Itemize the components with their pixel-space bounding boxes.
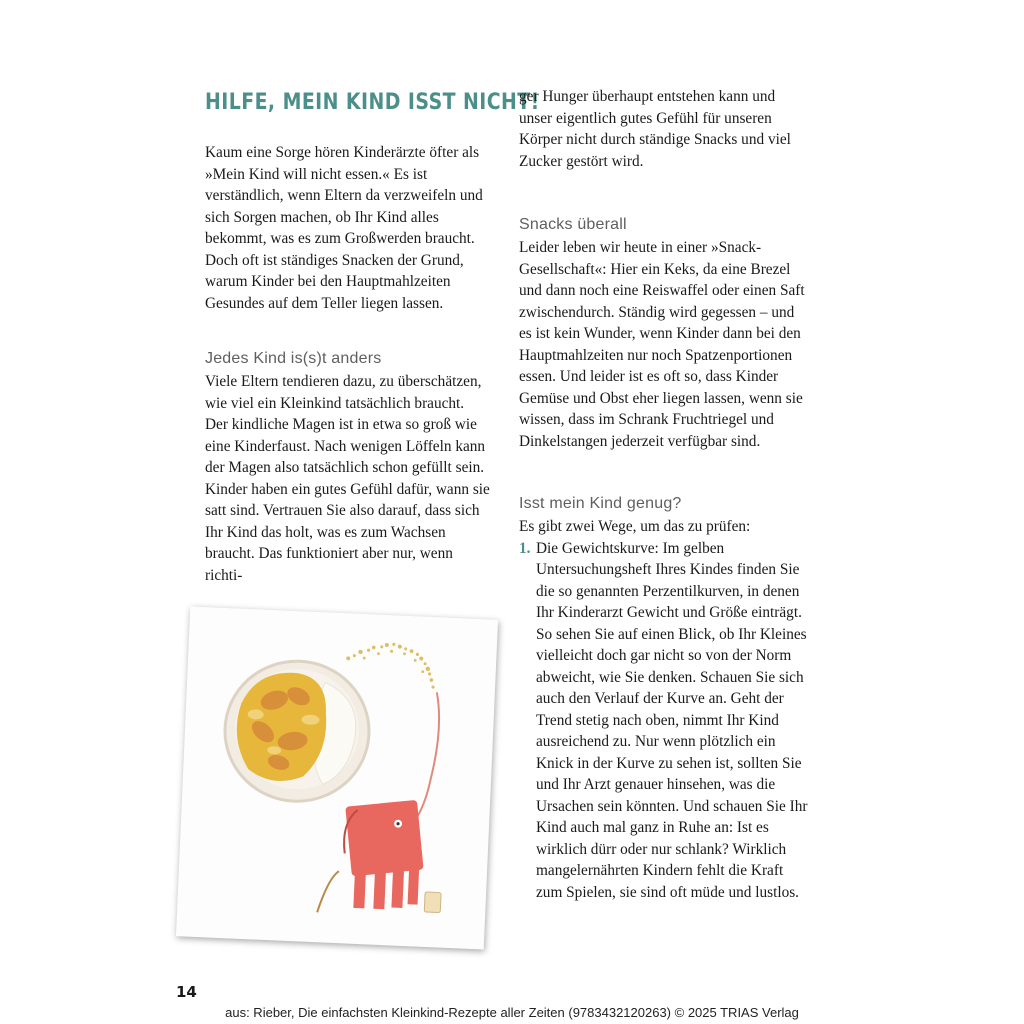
footer-citation: aus: Rieber, Die einfachsten Kleinkind-Rezepte aller Zeiten (9783432120263) © 2025 TRIAS Verlag	[225, 1005, 799, 1020]
section-intro-genug: Es gibt zwei Wege, um das zu prüfen:	[519, 518, 751, 535]
page-title: HILFE, MEIN KIND ISST NICHT!	[205, 90, 540, 115]
list-number: 1.	[519, 539, 531, 557]
section-heading-snacks: Snacks überall	[519, 216, 627, 233]
list-item-text: Die Gewichtskurve: Im gelben Untersuchungsheft Ihres Kindes finden Sie die so genannten Perzentilkurven, in denen Ihr Kinderarzt Gewicht und Größe einträgt. So sehen Sie auf einen Blick, ob Ihr Kleines vielleicht doch gar nicht so von der Norm abweicht, wie Sie denken. Schauen Sie sich auch den Verlauf der Kurve an. Geht der Trend stetig nach oben, nimmt Ihr Kind ausreichend zu. Nur wenn plötzlich ein Knick in der Kurve zu sehen ist, sollten Sie und Ihr Arzt genauer hinsehen, was die Ursachen sein könnten. Und schauen Sie Ihr Kind auch mal ganz in Ruhe an: Ist es wirklich dürr oder nur schlank? Wirklich mangelernährten Kindern fehlt die Kraft zum Spielen, sie sind oft müde und lustlos.	[536, 539, 808, 901]
section-heading-jedes-kind: Jedes Kind is(s)t anders	[205, 350, 382, 367]
section-paragraph-snacks: Leider leben wir heute in einer »Snack-Gesellschaft«: Hier ein Keks, da eine Brezel und dann noch eine Reiswaffel oder einen Saft zwischendurch. Ständig wird gegessen – und es ist kein Wunder, wenn Kinder dann bei den Hauptmahlzeiten nur noch Spatzenportionen essen. Und leider ist es oft so, dass Kinder Gemüse und Obst eher liegen lassen, wenn sie wissen, dass im Schrank Fruchtriegel und Dinkelstangen jederzeit verfügbar sind.	[519, 239, 805, 450]
intro-paragraph: Kaum eine Sorge hören Kinderärzte öfter als »Mein Kind will nicht essen.« Es ist verständlich, wenn Eltern da verzweifeln und sich Sorgen machen, ob Ihr Kind alles bekommt, was es zum Großwerden braucht. Doch oft ist ständiges Snacken der Grund, warum Kinder bei den Hauptmahlzeiten Gesundes auf dem Teller liegen lassen.	[205, 144, 483, 312]
numbered-list	[519, 538, 809, 904]
page-number: 14	[176, 983, 197, 1001]
continuation-paragraph: ger Hunger überhaupt entstehen kann und unser eigentlich gutes Gefühl für unseren Körper nicht durch ständige Snacks und viel Zucker gestört wird.	[519, 88, 791, 170]
list-item	[519, 538, 809, 904]
food-illustration-photo	[176, 606, 498, 949]
section-heading-genug: Isst mein Kind genug?	[519, 495, 682, 512]
spice-sprinkle	[345, 641, 436, 689]
left-column	[205, 88, 540, 586]
section-paragraph-jedes-kind: Viele Eltern tendieren dazu, zu überschätzen, wie viel ein Kleinkind tatsächlich braucht. Der kindliche Magen ist in etwa so groß wie eine Kinderfaust. Nach wenigen Löffeln kann der Magen also tatsächlich schon gefüllt sein. Kinder haben ein gutes Gefühl dafür, wann sie satt sind. Vertrauen Sie also darauf, dass sich Ihr Kind das holt, was es zum Wachsen braucht. Das funktioniert aber nur, wenn richti-	[205, 373, 490, 584]
right-column	[519, 86, 809, 903]
